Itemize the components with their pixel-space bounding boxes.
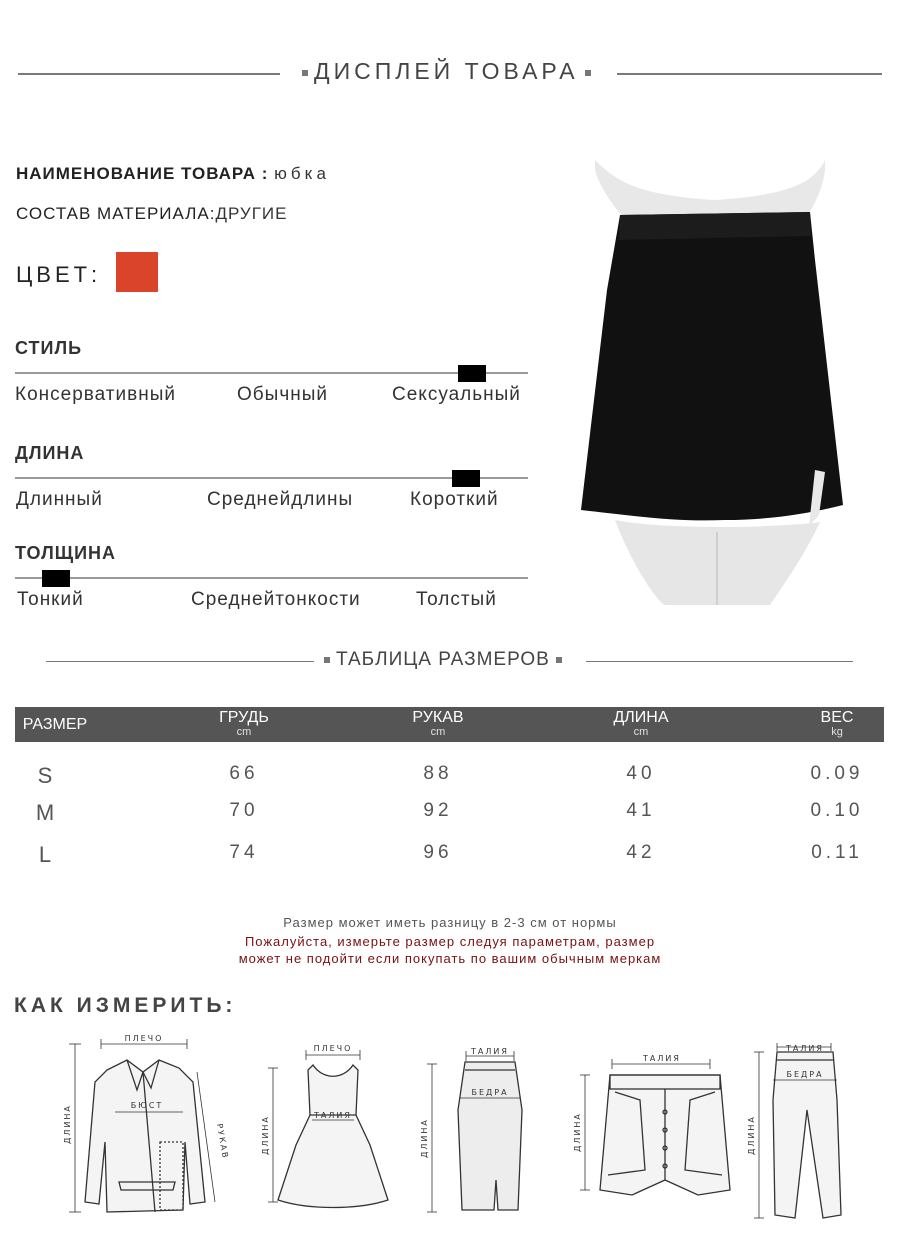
note-line-3: может не подойти если покупать по вашим обычным меркам <box>238 951 662 966</box>
size-cell-0-0: S <box>37 763 53 788</box>
size-cell-0-1: 66 <box>229 763 259 784</box>
size-col-header-1 <box>184 710 304 738</box>
product-name-row <box>16 164 330 184</box>
pencil-skirt-hips-label: БЕДРА <box>471 1088 509 1097</box>
scale-marker-0 <box>458 365 486 382</box>
scale-option-2-2: Толстый <box>416 589 497 610</box>
pencil-skirt-length-label: ДЛИНА <box>420 1118 429 1158</box>
scale-title-2: ТОЛЩИНА <box>15 543 117 563</box>
size-cell-1-1: 70 <box>229 800 259 821</box>
scale-option-0-2: Сексуальный <box>392 384 521 405</box>
shorts-waist-label: ТАЛИЯ <box>643 1054 681 1063</box>
header-line-right <box>617 73 882 75</box>
color-swatch <box>116 252 158 292</box>
scale-option-2-1: Среднейтонкости <box>191 589 361 610</box>
size-col-unit-3: cm <box>633 726 649 738</box>
size-cell-2-2: 96 <box>423 842 453 863</box>
dress-waist-label: ТАЛИЯ <box>314 1111 352 1120</box>
size-line-right <box>586 661 853 662</box>
jacket-length-label: ДЛИНА <box>63 1104 72 1144</box>
size-col-label-0: РАЗМЕР <box>22 716 88 733</box>
size-col-unit-2: cm <box>430 726 446 738</box>
size-cell-1-3: 41 <box>626 800 656 821</box>
size-cell-2-0: L <box>38 842 52 867</box>
size-cell-2-3: 42 <box>626 842 656 863</box>
scale-line-2 <box>15 577 528 579</box>
size-col-unit-4: kg <box>831 726 843 738</box>
size-line-left <box>46 661 314 662</box>
size-col-header-3 <box>581 710 701 738</box>
scale-option-1-0: Длинный <box>16 489 103 510</box>
size-dot-left <box>324 657 330 663</box>
size-col-header-0 <box>0 717 115 733</box>
size-table-title-text: ТАБЛИЦА РАЗМЕРОВ <box>336 649 550 670</box>
shorts-diagram <box>570 1040 750 1210</box>
product-name-label: НАИМЕНОВАНИЕ ТОВАРА : <box>16 164 269 183</box>
note-line-2: Пожалуйста, измерьте размер следуя параметрам, размер <box>244 934 656 949</box>
size-col-header-4 <box>777 710 897 738</box>
pencil-skirt-diagram <box>410 1040 560 1220</box>
scale-title-1: ДЛИНА <box>15 443 85 463</box>
jacket-diagram <box>55 1032 245 1222</box>
jacket-sleeve-label: РУКАВ <box>214 1122 231 1161</box>
skirt <box>581 212 843 520</box>
trousers-diagram <box>745 1040 855 1225</box>
pencil-skirt-waist-label: ТАЛИЯ <box>471 1047 509 1056</box>
product-photo <box>575 160 855 605</box>
size-col-label-3: ДЛИНА <box>613 709 669 726</box>
size-col-label-4: ВЕС <box>820 709 854 726</box>
jacket-shoulder-label: ПЛЕЧО <box>124 1034 164 1043</box>
size-cell-0-4: 0.09 <box>810 763 864 784</box>
page-title <box>296 58 597 85</box>
header-line-left <box>18 73 280 75</box>
material-value: ДРУГИЕ <box>215 204 288 223</box>
trousers-length-label: ДЛИНА <box>747 1115 756 1155</box>
product-name-value: юбка <box>274 164 330 183</box>
size-col-unit-1: cm <box>236 726 252 738</box>
dress-length-label: ДЛИНА <box>261 1115 270 1155</box>
page-title-text: ДИСПЛЕЙ ТОВАРА <box>314 58 579 84</box>
size-dot-right <box>556 657 562 663</box>
scale-option-0-0: Консервативный <box>15 384 176 405</box>
size-table-title <box>318 649 568 671</box>
skirt-waistband <box>619 212 811 240</box>
size-cell-0-2: 88 <box>423 763 453 784</box>
note-line-1: Размер может иметь разницу в 2-3 см от нормы <box>283 915 617 930</box>
material-row <box>16 204 288 224</box>
scale-title-0: СТИЛЬ <box>15 338 83 358</box>
scale-option-1-1: Среднейдлины <box>207 489 354 510</box>
trousers-waist-label: ТАЛИЯ <box>786 1044 824 1053</box>
scale-marker-1 <box>452 470 480 487</box>
scale-option-1-2: Короткий <box>410 489 499 510</box>
scale-option-0-1: Обычный <box>237 384 328 405</box>
scale-option-2-0: Тонкий <box>17 589 84 610</box>
size-cell-1-2: 92 <box>423 800 453 821</box>
scale-line-0 <box>15 372 528 374</box>
shorts-length-label: ДЛИНА <box>573 1112 582 1152</box>
size-col-label-2: РУКАВ <box>412 709 464 726</box>
size-cell-2-4: 0.11 <box>811 842 863 863</box>
scale-line-1 <box>15 477 528 479</box>
size-cell-1-0: M <box>35 800 55 825</box>
jacket-bust-label: БЮСТ <box>130 1101 164 1110</box>
how-to-measure-title: КАК ИЗМЕРИТЬ: <box>14 994 237 1017</box>
trousers-hips-label: БЕДРА <box>786 1070 824 1079</box>
color-label: ЦВЕТ: <box>16 262 102 287</box>
scale-marker-2 <box>42 570 70 587</box>
dress-diagram <box>258 1040 408 1220</box>
size-col-label-1: ГРУДЬ <box>219 709 269 726</box>
title-dot-left <box>302 70 308 76</box>
dress-shoulder-label: ПЛЕЧО <box>313 1044 353 1053</box>
material-label: СОСТАВ МАТЕРИАЛА: <box>16 204 216 223</box>
title-dot-right <box>585 70 591 76</box>
size-cell-2-1: 74 <box>229 842 259 863</box>
size-col-header-2 <box>378 710 498 738</box>
size-cell-1-4: 0.10 <box>810 800 864 821</box>
size-cell-0-3: 40 <box>626 763 656 784</box>
